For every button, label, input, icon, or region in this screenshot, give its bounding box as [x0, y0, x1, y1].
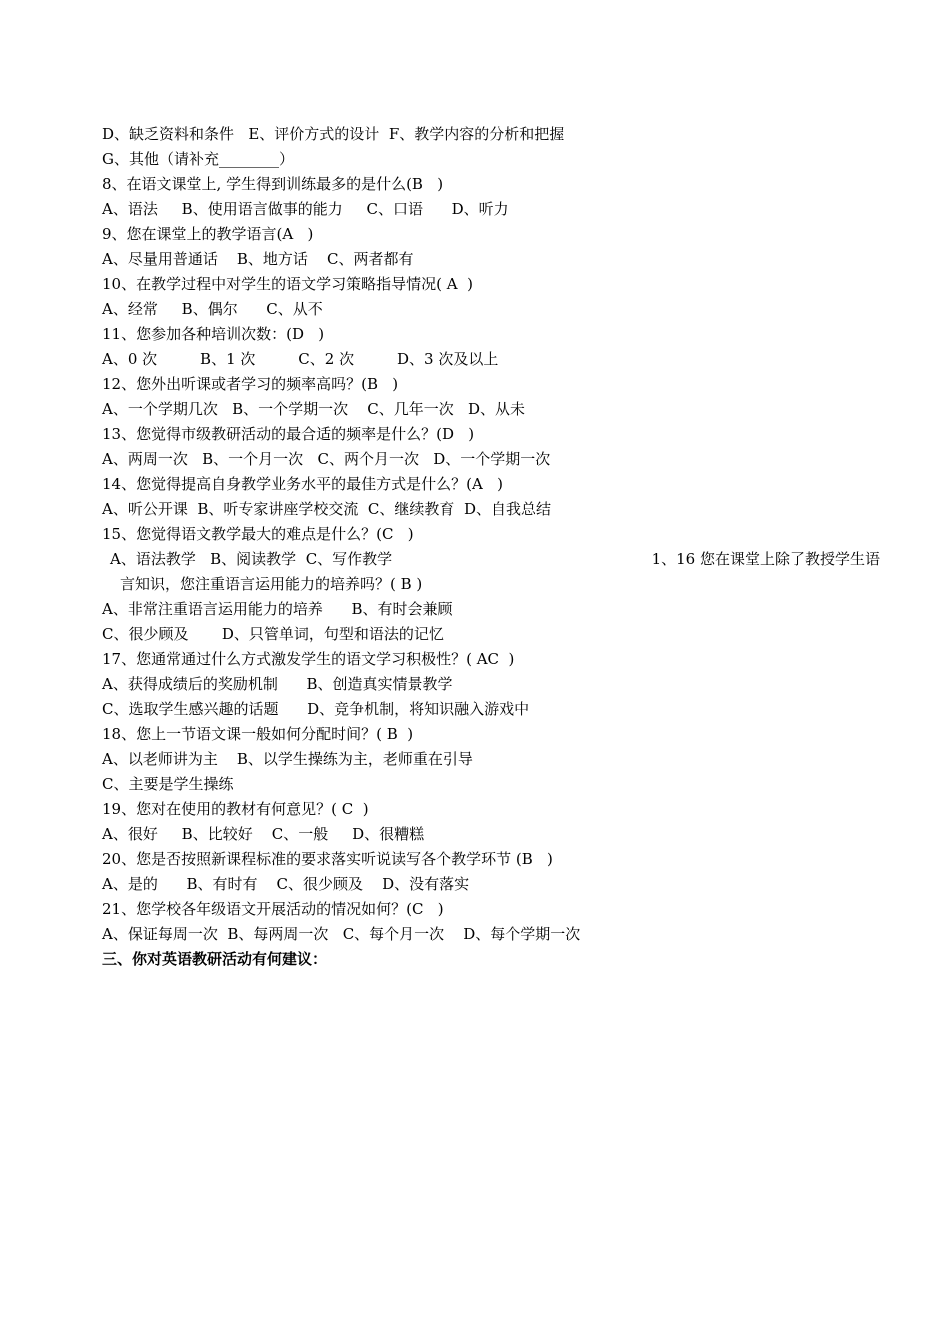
options-13: A、两周一次 B、一个月一次 C、两个月一次 D、一个学期一次: [102, 450, 551, 468]
options-16-cd: C、很少顾及 D、只管单词，句型和语法的记忆: [102, 625, 444, 643]
question-8: 8、在语文课堂上, 学生得到训练最多的是什么(B ): [102, 175, 444, 193]
question-13: 13、您觉得市级教研活动的最合适的频率是什么？(D ): [102, 425, 475, 443]
survey-text-block: [102, 122, 880, 972]
question-21: 21、您学校各年级语文开展活动的情况如何？(C ): [102, 900, 444, 918]
text-line: G、其他（请补充________）: [102, 150, 294, 168]
question-16-continued: 言知识，您注重语言运用能力的培养吗？( B ): [120, 575, 423, 593]
question-20: 20、您是否按照新课程标准的要求落实听说读写各个教学环节 (B ): [102, 850, 553, 868]
options-18-c: C、主要是学生操练: [102, 775, 234, 793]
text-line: D、缺乏资料和条件 E、评价方式的设计 F、教学内容的分析和把握: [102, 125, 565, 143]
question-19: 19、您对在使用的教材有何意见？( C ): [102, 800, 369, 818]
question-17: 17、您通常通过什么方式激发学生的语文学习积极性？( AC ): [102, 650, 515, 668]
options-14: A、听公开课 B、听专家讲座学校交流 C、继续教育 D、自我总结: [102, 500, 551, 518]
question-18: 18、您上一节语文课一般如何分配时间？( B ): [102, 725, 414, 743]
question-14: 14、您觉得提高自身教学业务水平的最佳方式是什么？(A ): [102, 475, 503, 493]
options-15-and-question-16: [102, 547, 880, 572]
options-18-ab: A、以老师讲为主 B、以学生操练为主，老师重在引导: [102, 750, 473, 768]
question-10: 10、在教学过程中对学生的语文学习策略指导情况( A ): [102, 275, 473, 293]
question-11: 11、您参加各种培训次数：(D ): [102, 325, 325, 343]
options-12: A、一个学期几次 B、一个学期一次 C、几年一次 D、从未: [102, 400, 526, 418]
options-21: A、保证每周一次 B、每两周一次 C、每个月一次 D、每个学期一次: [102, 925, 581, 943]
question-9: 9、您在课堂上的教学语言(A ): [102, 225, 314, 243]
section-heading: 三、你对英语教研活动有何建议：: [102, 950, 328, 968]
options-17-ab: A、获得成绩后的奖励机制 B、创造真实情景教学: [102, 675, 453, 693]
options-11: A、0 次 B、1 次 C、2 次 D、3 次及以上: [102, 350, 499, 368]
options-20: A、是的 B、有时有 C、很少顾及 D、没有落实: [102, 875, 470, 893]
question-12: 12、您外出听课或者学习的频率高吗？(B ): [102, 375, 399, 393]
options-17-cd: C、选取学生感兴趣的话题 D、竞争机制，将知识融入游戏中: [102, 700, 530, 718]
question-15: 15、您觉得语文教学最大的难点是什么？(C ): [102, 525, 414, 543]
options-15: A、语法教学 B、阅读教学 C、写作教学: [110, 550, 393, 568]
options-9: A、尽量用普通话 B、地方话 C、两者都有: [102, 250, 414, 268]
options-8: A、语法 B、使用语言做事的能力 C、口语 D、听力: [102, 200, 509, 218]
options-19: A、很好 B、比较好 C、一般 D、很糟糕: [102, 825, 425, 843]
options-10: A、经常 B、偶尔 C、从不: [102, 300, 323, 318]
question-16-start: 1、16 您在课堂上除了教授学生语: [651, 550, 880, 568]
options-16-ab: A、非常注重语言运用能力的培养 B、有时会兼顾: [102, 600, 453, 618]
